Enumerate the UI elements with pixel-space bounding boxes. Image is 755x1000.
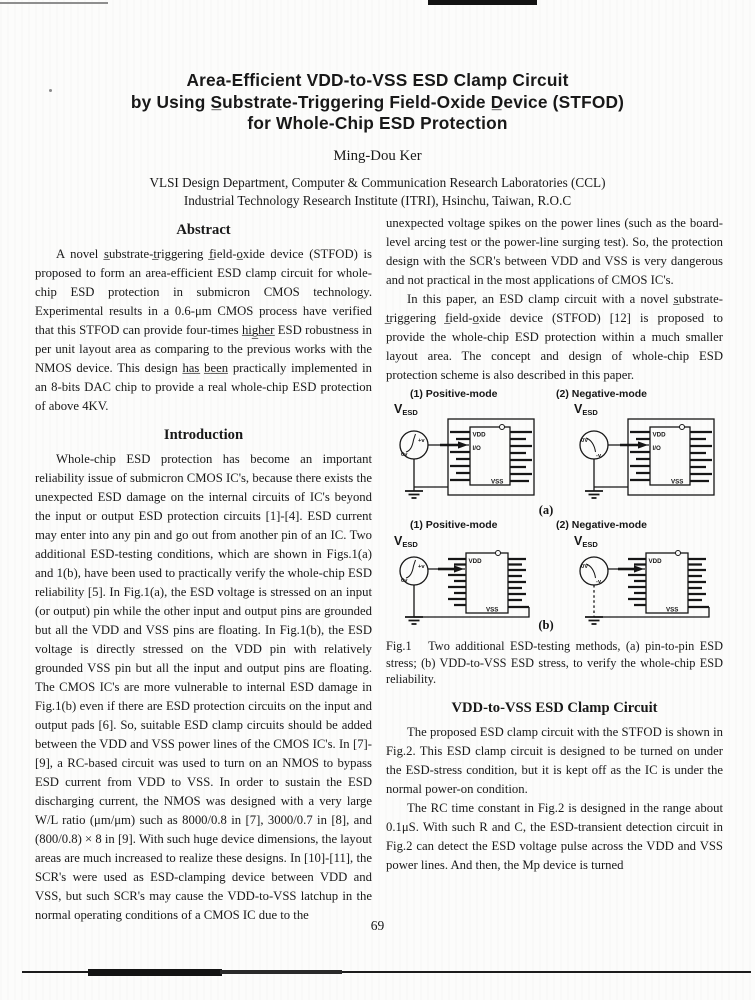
vss-pin-label: VSS <box>666 606 679 614</box>
vesd-label: VESD <box>394 534 418 549</box>
title-line-1: Area-Efficient VDD-to-VSS ESD Clamp Circuit <box>186 70 569 90</box>
io-pin-label: I/O <box>652 445 661 452</box>
ground-symbol-icon <box>585 617 603 624</box>
chip-pins-left <box>628 559 646 605</box>
die-notch-icon <box>680 425 685 430</box>
fig1b-positive-mode-label: (1) Positive-mode <box>410 519 498 531</box>
die-notch-icon <box>496 551 501 556</box>
die-notch-icon <box>676 551 681 556</box>
vesd-label: VESD <box>574 534 598 549</box>
clamp-circuit-heading: VDD-to-VSS ESD Clamp Circuit <box>451 699 658 716</box>
author-name: Ming-Dou Ker <box>333 147 422 164</box>
affiliation <box>0 174 755 211</box>
vss-pin-label: VSS <box>486 606 499 614</box>
wave-bottom-label: 0v <box>401 452 408 458</box>
die-notch-icon <box>500 425 505 430</box>
ground-wire <box>594 459 628 491</box>
vdd-pin-label: VDD <box>652 431 666 439</box>
fig1a-positive-circuit <box>394 402 534 498</box>
fig1a-negative-mode-label: (2) Negative-mode <box>556 388 648 400</box>
rc-time-constant-paragraph: The RC time constant in Fig.2 is designed in the range about 0.1μS. With such R and C, the ESD-transient detection circuit in Fig.2 can detect the ESD voltage pulse across the VDD and VSS power lines. And then, the Mp device is turned <box>386 800 723 872</box>
fig1a-positive-mode-label: (1) Positive-mode <box>410 388 498 400</box>
panel-a-label: (a) <box>538 503 554 517</box>
fig1b-negative-circuit <box>574 534 709 624</box>
title-line-3: for Whole-Chip ESD Protection <box>247 113 508 133</box>
chip-pins-right <box>690 432 712 481</box>
vesd-label: VESD <box>574 402 598 417</box>
paper-title <box>0 70 755 135</box>
proposed-clamp-paragraph: The proposed ESD clamp circuit with the STFOD is shown in Fig.2. This ESD clamp circuit is designed to be turned on under the ESD-stress condition, but it is kept off as the IC is under the normal power-on condition. <box>386 724 723 796</box>
in-this-paper-paragraph: In this paper, an ESD clamp circuit with a novel s̲ubstrate-t̲riggering f̲ield-o̲xide device (STFOD) [12] is proposed to provide the whole-chip ESD protection within a much smaller layout area. The concept and design of whole-chip ESD protection scheme is also described in this paper. <box>386 292 723 382</box>
affiliation-line-2: Industrial Technology Research Institute (ITRI), Hsinchu, Taiwan, R.O.C <box>183 193 572 208</box>
vdd-pin-label: VDD <box>468 558 482 565</box>
figure-1-caption: Fig.1 Two additional ESD-testing methods, (a) pin-to-pin ESD stress; (b) VDD-to-VSS ESD stress, to verify the whole-chip ESD reliability. <box>386 639 723 686</box>
chip-pins-right <box>510 432 532 481</box>
chip-pins-right <box>688 559 709 607</box>
wave-bottom-label: -v <box>596 579 602 585</box>
scan-artifact-bottom-thick-line <box>88 969 222 976</box>
chip-pins-left <box>450 432 470 480</box>
left-column <box>35 222 372 925</box>
chip-pins-left <box>448 559 466 605</box>
vss-return-wire <box>414 607 529 617</box>
scan-artifact-top-black-line <box>428 0 537 5</box>
introduction-paragraph: Whole-chip ESD protection has become an important reliability issue of submicron CMOS IC's, because there exists the unexpected ESD damage on the internal circuits of IC's beyond the input or output ESD protection circuits [1]-[4]. ESD current may enter into any pin and go out from another pin of an IC. Two additional ESD-testing conditions, which are shown in Figs.1(a) and 1(b), have been used to practically verify the whole-chip ESD reliability [5]. In Fig.1(a), the ESD voltage is stressed on an input (or output) pin while the other input and output pins are grounded but all the VDD and VSS pins are floating. In Fig.1(b), the ESD voltage is directly stressed on the VDD pin with relatively grounded VSS pin but all the input and output pins are floating. The CMOS IC's are more vulnerable to internal ESD damage in Fig.1(b) even if there are ESD protection circuits on the input and output pads [6]. So, suitable ESD clamp circuits should be added between the VDD and VSS power lines of the CMOS IC's. In [7]-[9], a RC-based circuit was used to turn on an NMOS to bypass ESD current from VDD to VSS. In order to sustain the ESD discharging current, the NMOS was designed with a very large W/L ratio (μm/μm) such as 8000/0.8 in [7], 3000/0.7 in [8], and (800/0.8) × 8 in [9]. With such huge device dimensions, the layout areas are much increased to realize these designs. In [10]-[11], the SCR's were used as ESD-clamping device between VDD and VSS, but such SCR's may cause the VDD-to-VSS latchup in the normal operating conditions of a CMOS IC due to the <box>35 452 372 922</box>
right-column <box>386 214 723 875</box>
wave-bottom-label: 0v <box>401 578 408 584</box>
paper-header <box>0 70 755 211</box>
vss-return-wire <box>594 607 709 617</box>
page-number: 69 <box>370 918 385 933</box>
vdd-pin-label: VDD <box>472 431 486 439</box>
scan-artifact-top-gray-line <box>0 2 108 4</box>
vesd-label: VESD <box>394 402 418 417</box>
affiliation-line-1: VLSI Design Department, Computer & Communication Research Laboratories (CCL) <box>149 174 606 190</box>
chip-pins-right <box>508 559 529 607</box>
introduction-heading: Introduction <box>163 427 244 443</box>
fig1a-negative-circuit <box>574 402 714 498</box>
waveform-positive <box>406 560 416 578</box>
chip-pins-left <box>630 432 650 480</box>
wave-top-label: 0V <box>581 564 589 570</box>
fig1b-negative-mode-label: (2) Negative-mode <box>556 519 648 531</box>
arrowhead-icon <box>634 565 644 572</box>
vss-pin-label: VSS <box>671 478 684 486</box>
ground-symbol-icon <box>405 617 423 624</box>
wave-top-label: +v <box>418 438 425 444</box>
ground-symbol-icon <box>405 491 423 498</box>
wave-top-label: 0V <box>581 438 589 444</box>
vss-pin-label: VSS <box>491 478 504 486</box>
fig1b-positive-circuit <box>394 534 529 624</box>
io-pin-label: I/O <box>472 445 481 452</box>
abstract-heading: Abstract <box>176 222 231 238</box>
arrowhead-icon <box>458 441 468 448</box>
scan-artifact-bottom-mid-line <box>220 970 342 974</box>
ground-wire <box>414 459 448 491</box>
vdd-pin-label: VDD <box>648 558 662 565</box>
ground-symbol-icon <box>585 491 603 498</box>
title-line-2: by Using S̲ubstrate-Triggering Field-Oxide D̲evice (STFOD) <box>130 91 625 112</box>
arrowhead-icon <box>454 565 464 572</box>
wave-top-label: +v <box>418 564 425 570</box>
arrowhead-icon <box>638 441 648 448</box>
abstract-paragraph: A novel s̲ubstrate-t̲riggering f̲ield-o̲xide device (STFOD) is proposed to form an area-efficient ESD clamp circuit for whole-chip ESD protection in submicron CMOS technology. Experimental results in a 0.6-μm CMOS process have verified that this STFOD can provide four-times h̲i̲g̲h̲e̲r̲ ESD robustness in per unit layout area as comparing to the previous works with the NMOS device. This design h̲a̲s̲ b̲e̲e̲n̲ practically implemented in an 8-bits DAC chip to provide a real whole-chip ESD protection of above 4KV. <box>35 247 372 413</box>
panel-b-label: (b) <box>538 618 554 632</box>
figure-1-esd-testing-diagram <box>386 387 723 633</box>
waveform-positive <box>406 434 416 452</box>
continuation-paragraph: unexpected voltage spikes on the power lines (such as the board-level arcing test or the power-line surging test). So, the protection design with the SCR's between VDD and VSS is very dangerous and not practical in the most applications of CMOS IC's. <box>386 216 723 287</box>
wave-bottom-label: -v <box>596 453 602 459</box>
